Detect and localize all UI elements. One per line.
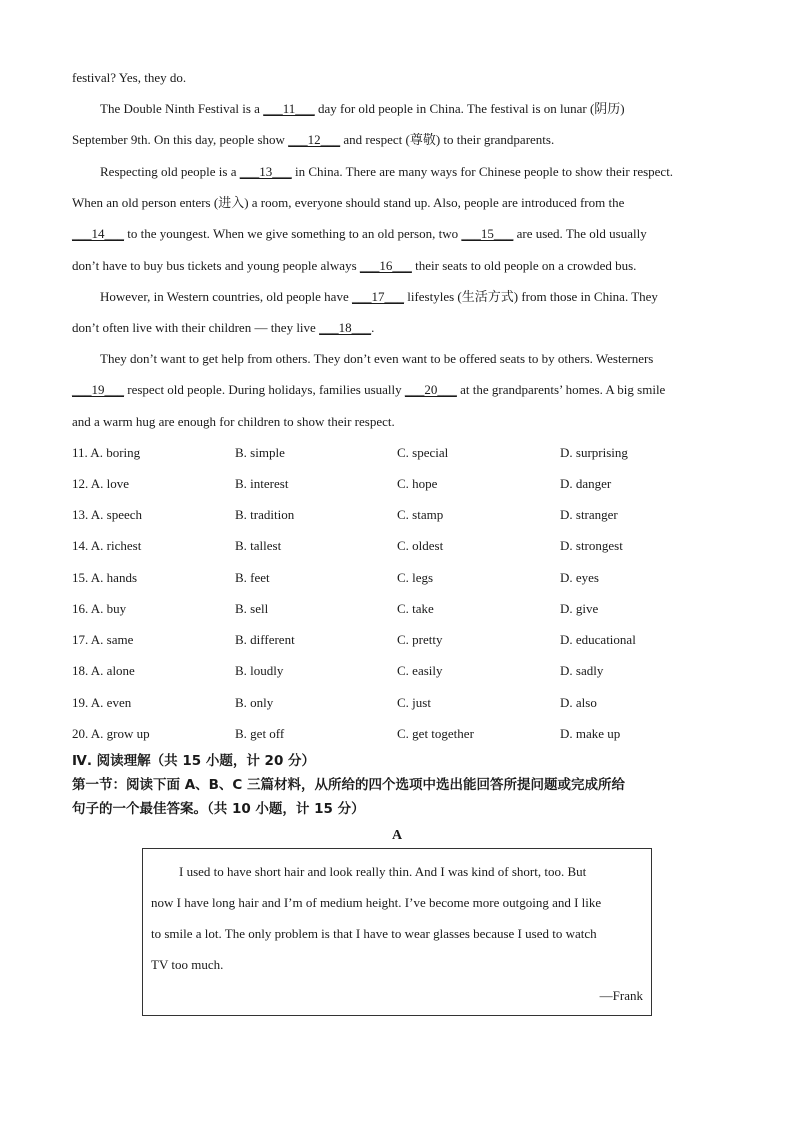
reading-box-a [142, 848, 652, 1016]
option-15c[interactable]: C. legs [397, 570, 434, 585]
option-11b[interactable]: B. simple [235, 445, 285, 460]
passage-line [72, 382, 665, 398]
option-15b[interactable]: B. feet [235, 570, 270, 585]
blank-15: ___15___ [461, 226, 514, 241]
passage-text: and a warm hug are enough for children to show their respect. [72, 414, 395, 429]
passage-line [72, 320, 374, 336]
blank-20: ___20___ [404, 382, 457, 397]
blank-13: ___13___ [239, 164, 292, 179]
option-11a[interactable]: 11. A. boring [72, 445, 141, 460]
passage-line [72, 226, 647, 242]
passage-line [72, 258, 636, 274]
passage-text: They don’t want to get help from others. They don’t even want to be offered seats to by others. Westerners [100, 351, 654, 366]
option-18d[interactable]: D. sadly [560, 663, 604, 678]
box-line: TV too much. [151, 957, 224, 972]
passage-text: day for old people in China. The festival is on lunar (阴历) [314, 101, 625, 116]
option-12d[interactable]: D. danger [560, 476, 612, 491]
blank-14: ___14___ [72, 226, 124, 241]
option-20a[interactable]: 20. A. grow up [72, 726, 150, 741]
passage-line [72, 70, 186, 86]
passage-text: don’t often live with their children — they live [72, 320, 320, 335]
option-14a[interactable]: 14. A. richest [72, 538, 142, 553]
passage-line [100, 351, 653, 367]
option-17c[interactable]: C. pretty [397, 632, 443, 647]
option-16a[interactable]: 16. A. buy [72, 601, 127, 616]
option-13b[interactable]: B. tradition [235, 507, 295, 522]
passage-line [72, 132, 554, 148]
passage-text: . [371, 320, 375, 335]
passage-line [72, 414, 395, 430]
option-15d[interactable]: D. eyes [560, 570, 599, 585]
passage-line [72, 195, 624, 211]
option-14b[interactable]: B. tallest [235, 538, 282, 553]
option-12a[interactable]: 12. A. love [72, 476, 130, 491]
box-line: I used to have short hair and look really thin. And I was kind of short, too. But [179, 864, 587, 879]
option-17d[interactable]: D. educational [560, 632, 636, 647]
passage-line [100, 289, 658, 305]
blank-18: ___18___ [319, 320, 372, 335]
option-20c[interactable]: C. get together [397, 726, 474, 741]
option-19b[interactable]: B. only [235, 695, 274, 710]
option-17a[interactable]: 17. A. same [72, 632, 134, 647]
passage-text: at the grandparents’ homes. A big smile [456, 382, 666, 397]
option-18b[interactable]: B. loudly [235, 663, 284, 678]
passage-text: September 9th. On this day, people show [72, 132, 289, 147]
passage-text: in China. There are many ways for Chinese people to show their respect. [291, 164, 674, 179]
option-19c[interactable]: C. just [397, 695, 431, 710]
passage-text: respect old people. During holidays, families usually [124, 382, 405, 397]
section-heading: Ⅳ. 阅读理解（共 15 小题，计 20 分） [72, 753, 316, 769]
blank-11: ___11___ [263, 101, 315, 116]
option-14d[interactable]: D. strongest [560, 538, 623, 553]
option-15a[interactable]: 15. A. hands [72, 570, 137, 585]
option-13a[interactable]: 13. A. speech [72, 507, 143, 522]
passage-text: festival? Yes, they do. [72, 70, 187, 85]
option-18a[interactable]: 18. A. alone [72, 663, 135, 678]
section-instruction: 第一节：阅读下面 A、B、C 三篇材料，从所给的四个选项中选出能回答所提问题或完成所给 [72, 777, 626, 793]
option-11c[interactable]: C. special [397, 445, 449, 460]
passage-text: are used. The old usually [513, 226, 647, 241]
box-line: to smile a lot. The only problem is that I have to wear glasses because I used to watch [151, 926, 597, 941]
option-16c[interactable]: C. take [397, 601, 434, 616]
option-17b[interactable]: B. different [235, 632, 295, 647]
passage-text: The Double Ninth Festival is a [100, 101, 264, 116]
option-13c[interactable]: C. stamp [397, 507, 444, 522]
signature: —Frank [599, 988, 643, 1003]
section-instruction: 句子的一个最佳答案。（共 10 小题，计 15 分） [72, 801, 365, 817]
option-19d[interactable]: D. also [560, 695, 597, 710]
option-13d[interactable]: D. stranger [560, 507, 618, 522]
passage-text: to the youngest. When we give something to an old person, two [124, 226, 462, 241]
passage-line [100, 164, 673, 180]
option-11d[interactable]: D. surprising [560, 445, 628, 460]
passage-label: A [391, 828, 403, 843]
passage-text: Respecting old people is a [100, 164, 240, 179]
passage-line [100, 101, 625, 117]
option-14c[interactable]: C. oldest [397, 538, 444, 553]
blank-16: ___16___ [359, 258, 412, 273]
option-20d[interactable]: D. make up [560, 726, 621, 741]
blank-19: ___19___ [72, 382, 124, 397]
option-20b[interactable]: B. get off [235, 726, 285, 741]
option-19a[interactable]: 19. A. even [72, 695, 132, 710]
passage-text: don’t have to buy bus tickets and young people always [72, 258, 360, 273]
option-18c[interactable]: C. easily [397, 663, 443, 678]
option-12b[interactable]: B. interest [235, 476, 289, 491]
option-16d[interactable]: D. give [560, 601, 599, 616]
option-12c[interactable]: C. hope [397, 476, 438, 491]
passage-text: their seats to old people on a crowded bus. [411, 258, 637, 273]
blank-12: ___12___ [288, 132, 341, 147]
passage-text: However, in Western countries, old people have [100, 289, 352, 304]
passage-text: When an old person enters (进入) a room, everyone should stand up. Also, people are introduced from the [72, 195, 625, 210]
passage-text: and respect (尊敬) to their grandparents. [340, 132, 555, 147]
box-line: now I have long hair and I’m of medium height. I’ve become more outgoing and I like [151, 895, 602, 910]
blank-17: ___17___ [351, 289, 404, 304]
passage-text: lifestyles (生活方式) from those in China. They [403, 289, 658, 304]
option-16b[interactable]: B. sell [235, 601, 269, 616]
